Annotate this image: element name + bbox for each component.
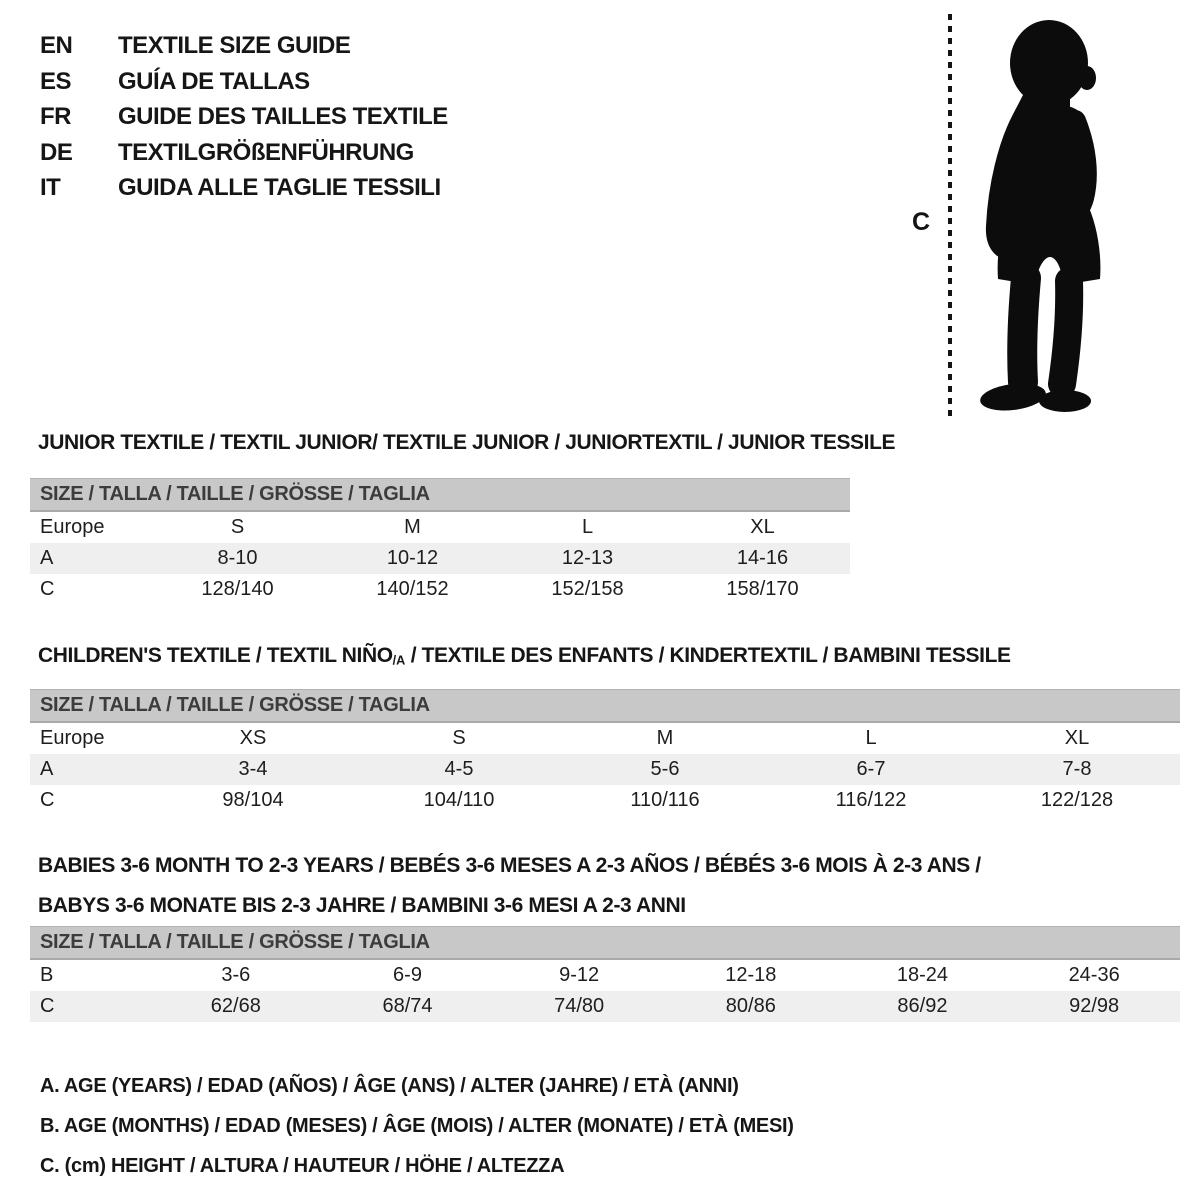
table-cell: 104/110: [423, 789, 495, 812]
table-cell: 10-12: [386, 547, 439, 569]
row-label-cell: A: [40, 547, 54, 569]
height-measure-dashed-line: [948, 14, 952, 416]
junior-textile-section: [30, 430, 896, 605]
junior-section-title: JUNIOR TEXTILE / TEXTIL JUNIOR/ TEXTILE JUNIOR / JUNIORTEXTIL / JUNIOR TESSILE: [38, 431, 896, 454]
table-header-row: [30, 927, 1180, 960]
title-text: GUIDE DES TAILLES TEXTILE: [118, 103, 448, 130]
table-row: [30, 722, 1180, 754]
table-cell: XS: [239, 727, 267, 750]
table-cell: 152/158: [551, 578, 624, 600]
childrens-size-table: [30, 689, 1180, 816]
table-row: [30, 959, 1180, 991]
row-label-cell: Europe: [40, 516, 105, 538]
size-header-bar: SIZE / TALLA / TAILLE / GRÖSSE / TAGLIA: [30, 479, 850, 512]
language-code: DE: [40, 138, 73, 166]
title-text: GUIDA ALLE TAGLIE TESSILI: [118, 174, 441, 201]
table-cell: 6-7: [856, 758, 886, 781]
childrens-title-rest: / TEXTILE DES ENFANTS / KINDERTEXTIL / BAMBINI TESSILE: [405, 644, 1011, 667]
size-header-bar: SIZE / TALLA / TAILLE / GRÖSSE / TAGLIA: [30, 690, 1180, 723]
table-cell: 92/98: [1069, 995, 1120, 1017]
childrens-title-main: CHILDREN'S TEXTILE / TEXTIL NIÑO: [38, 644, 393, 667]
legend-line-b: B. AGE (MONTHS) / EDAD (MESES) / ÂGE (MOIS) / ALTER (MONATE) / ETÀ (MESI): [40, 1115, 794, 1137]
title-row-en: [40, 28, 448, 64]
babies-section-title: [30, 846, 1180, 926]
title-row-de: [40, 135, 448, 171]
table-cell: 24-36: [1068, 964, 1120, 986]
language-code: FR: [40, 103, 71, 130]
row-label-cell: C: [40, 995, 55, 1017]
legend-line-a: A. AGE (YEARS) / EDAD (AÑOS) / ÂGE (ANS) / ALTER (JAHRE) / ETÀ (ANNI): [40, 1075, 739, 1097]
table-cell: 80/86: [725, 995, 776, 1017]
childrens-textile-section: [30, 643, 1180, 816]
table-cell: 116/122: [835, 789, 907, 812]
table-cell: 9-12: [559, 964, 600, 986]
table-cell: 62/68: [210, 995, 261, 1017]
childrens-section-title: [30, 643, 1180, 673]
language-title-block: [40, 28, 448, 206]
table-row: [30, 754, 1180, 785]
table-row: [30, 511, 850, 543]
table-cell: 110/116: [630, 789, 700, 812]
table-cell: 128/140: [201, 578, 274, 600]
table-cell: 98/104: [222, 789, 284, 812]
title-text: GUÍA DE TALLAS: [118, 67, 310, 95]
title-row-it: [40, 170, 448, 206]
table-cell: XL: [1064, 727, 1090, 750]
table-cell: 3-6: [221, 964, 251, 986]
table-header-row: [30, 479, 850, 512]
table-row: [30, 991, 1180, 1022]
row-label-cell: C: [40, 578, 55, 600]
title-text: TEXTILE SIZE GUIDE: [118, 32, 351, 59]
table-cell: 140/152: [376, 578, 449, 600]
babies-textile-section: [30, 846, 1180, 1022]
babies-title-line1: BABIES 3-6 MONTH TO 2-3 YEARS / BEBÉS 3-6 MESES A 2-3 AÑOS / BÉBÉS 3-6 MOIS À 2-3 ANS /: [38, 854, 981, 877]
row-label-cell: B: [40, 964, 54, 986]
table-header-row: [30, 690, 1180, 723]
table-cell: S: [452, 727, 466, 750]
table-cell: 18-24: [896, 964, 949, 986]
table-row: [30, 543, 850, 574]
table-cell: L: [865, 727, 877, 750]
language-code: ES: [40, 67, 72, 95]
height-marker-label: C: [912, 208, 931, 236]
table-cell: M: [656, 727, 674, 750]
childrens-title-subscript: /A: [392, 653, 406, 668]
row-label-cell: Europe: [40, 727, 105, 750]
table-cell: 158/170: [726, 578, 799, 600]
row-label-cell: C: [40, 789, 55, 812]
table-cell: 74/80: [554, 995, 605, 1017]
table-cell: 3-4: [238, 758, 268, 781]
babies-size-table: [30, 926, 1180, 1022]
junior-size-table: [30, 478, 850, 605]
table-cell: XL: [750, 516, 775, 538]
table-cell: 12-13: [561, 547, 614, 569]
title-text: TEXTILGRÖßENFÜHRUNG: [118, 138, 414, 166]
row-label-cell: A: [40, 758, 54, 781]
table-cell: 8-10: [217, 547, 258, 569]
language-code: EN: [40, 32, 73, 59]
table-cell: 68/74: [382, 995, 433, 1017]
table-cell: L: [581, 516, 594, 538]
legend-block: [40, 1066, 794, 1186]
table-cell: 86/92: [897, 995, 948, 1017]
legend-line-c: C. (cm) HEIGHT / ALTURA / HAUTEUR / HÖHE / ALTEZZA: [40, 1155, 565, 1177]
babies-title-line2: BABYS 3-6 MONATE BIS 2-3 JAHRE / BAMBINI 3-6 MESI A 2-3 ANNI: [38, 894, 686, 917]
table-cell: 6-9: [393, 964, 422, 986]
table-cell: 4-5: [444, 758, 474, 781]
table-row: [30, 574, 850, 605]
table-cell: M: [404, 516, 421, 538]
table-cell: 5-6: [650, 758, 680, 781]
table-cell: 12-18: [725, 964, 777, 986]
title-row-es: [40, 64, 448, 100]
table-row: [30, 785, 1180, 816]
language-code: IT: [40, 174, 61, 201]
size-header-bar: SIZE / TALLA / TAILLE / GRÖSSE / TAGLIA: [30, 927, 1180, 960]
title-row-fr: [40, 99, 448, 135]
table-cell: 122/128: [1040, 789, 1114, 812]
toddler-silhouette-icon: [965, 16, 1137, 416]
table-cell: 7-8: [1062, 758, 1092, 781]
table-cell: S: [230, 516, 245, 538]
table-cell: 14-16: [736, 547, 789, 569]
